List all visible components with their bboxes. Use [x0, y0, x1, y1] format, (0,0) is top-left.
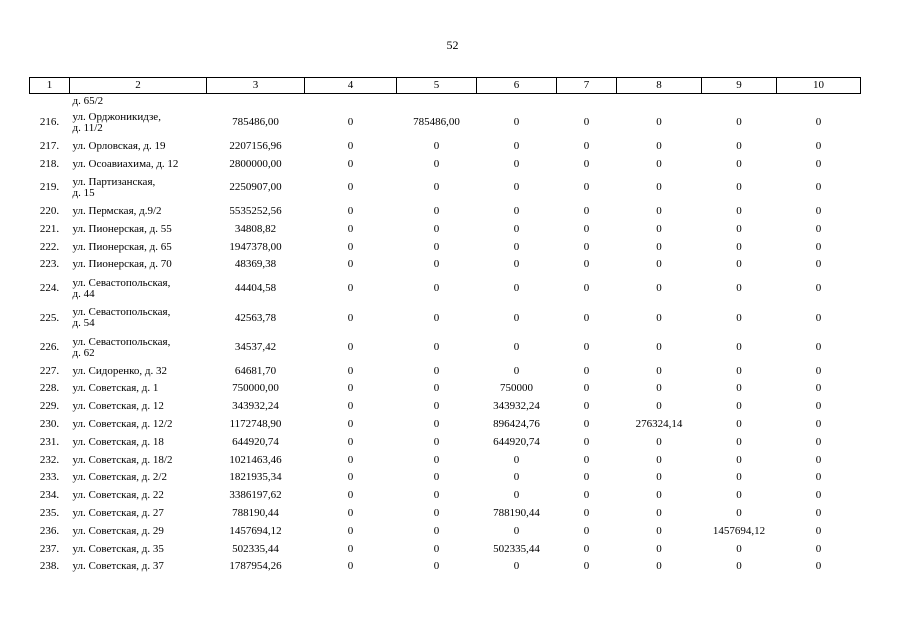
value-col10: 0	[815, 282, 822, 295]
value-col4: 0	[347, 341, 354, 354]
value-col8: 0	[656, 560, 662, 573]
address: ул. Советская, д. 1	[72, 382, 159, 395]
value-col8: 0	[656, 311, 662, 324]
value-col7: 0	[583, 542, 590, 555]
value-col7: 0	[583, 560, 590, 573]
value-col3: 42563,78	[234, 311, 277, 324]
value-col6: 0	[513, 524, 520, 537]
value-col7: 0	[583, 116, 590, 129]
value-col6: 0	[513, 204, 520, 217]
value-col9: 0	[736, 471, 742, 484]
value-col10: 0	[815, 453, 822, 466]
value-col9: 0	[736, 489, 742, 502]
row-number: 218.	[39, 157, 60, 170]
address: ул. Пионерская, д. 70	[72, 258, 172, 271]
column-header: 9	[702, 78, 777, 94]
value-col5: 0	[433, 341, 440, 354]
table-row	[30, 451, 861, 469]
column-header: 7	[557, 78, 617, 94]
value-col7: 0	[583, 204, 590, 217]
value-col10: 0	[815, 507, 822, 520]
value-col10: 0	[815, 418, 822, 431]
column-header: 1	[30, 78, 70, 94]
value-col7: 0	[583, 341, 590, 354]
row-number: 233.	[39, 471, 60, 484]
value-col7: 0	[583, 418, 590, 431]
value-col9: 0	[736, 542, 742, 555]
table-row	[30, 108, 861, 138]
table-row	[30, 362, 861, 380]
value-col7: 0	[583, 471, 590, 484]
value-col3: 1821935,34	[229, 471, 282, 484]
value-col9: 0	[736, 181, 742, 194]
value-col6: 0	[513, 560, 520, 573]
value-col4: 0	[347, 542, 354, 555]
value-col8: 0	[656, 400, 662, 413]
value-col3: 750000,00	[232, 382, 279, 395]
value-col10: 0	[815, 116, 822, 129]
value-col9: 1457694,12	[712, 524, 766, 537]
value-col4: 0	[347, 282, 354, 295]
data-table	[29, 77, 861, 576]
table-row	[30, 303, 861, 333]
value-col4: 0	[347, 507, 354, 520]
table-row	[30, 256, 861, 274]
value-col9: 0	[736, 400, 742, 413]
table-row	[30, 220, 861, 238]
value-col8: 0	[656, 222, 662, 235]
value-col10: 0	[815, 341, 822, 354]
column-header: 10	[777, 78, 861, 94]
value-col3: 34537,42	[234, 341, 277, 354]
address: ул. Орджоникидзе, д. 11/2	[72, 110, 161, 134]
row-number: 236.	[39, 524, 60, 537]
table-row	[30, 238, 861, 256]
address: ул. Советская, д. 27	[72, 507, 164, 520]
value-col5: 0	[433, 435, 440, 448]
value-col9: 0	[736, 157, 742, 170]
value-col5: 0	[433, 157, 440, 170]
value-col8: 0	[656, 116, 662, 129]
value-col8: 0	[656, 507, 662, 520]
table-row	[30, 155, 861, 173]
table-row	[30, 274, 861, 304]
value-col5: 0	[433, 222, 440, 235]
row-number: 229.	[39, 400, 60, 413]
value-col5: 0	[433, 181, 440, 194]
value-col4: 0	[347, 400, 354, 413]
value-col3: 48369,38	[234, 258, 277, 271]
value-col5: 0	[433, 382, 440, 395]
value-col7: 0	[583, 240, 590, 253]
column-header: 2	[70, 78, 207, 94]
value-col8: 0	[656, 204, 662, 217]
value-col5: 0	[433, 453, 440, 466]
row-number: 230.	[39, 418, 60, 431]
row-number: 220.	[39, 204, 60, 217]
address: ул. Орловская, д. 19	[72, 139, 166, 152]
value-col7: 0	[583, 258, 590, 271]
value-col10: 0	[815, 382, 822, 395]
value-col10: 0	[815, 560, 822, 573]
value-col6: 0	[513, 240, 520, 253]
address: ул. Осоавиахима, д. 12	[72, 157, 179, 170]
value-col9: 0	[736, 507, 742, 520]
table-row	[30, 558, 861, 576]
value-col9: 0	[736, 382, 742, 395]
page-number: 52	[446, 38, 459, 52]
address: ул. Советская, д. 2/2	[72, 471, 167, 484]
value-col7: 0	[583, 364, 590, 377]
value-col8: 0	[656, 453, 662, 466]
value-col7: 0	[583, 382, 590, 395]
continuation-address: д. 65/2	[72, 94, 104, 107]
value-col3: 788190,44	[232, 507, 279, 520]
value-col6: 0	[513, 116, 520, 129]
value-col9: 0	[736, 240, 742, 253]
value-col7: 0	[583, 435, 590, 448]
value-col3: 2800000,00	[229, 157, 282, 170]
value-col9: 0	[736, 222, 742, 235]
value-col4: 0	[347, 489, 354, 502]
continuation-row	[30, 94, 861, 109]
value-col3: 1172748,90	[229, 418, 282, 431]
address: ул. Партизанская, д. 15	[72, 175, 156, 199]
value-col4: 0	[347, 204, 354, 217]
value-col7: 0	[583, 400, 590, 413]
value-col6: 0	[513, 222, 520, 235]
value-col10: 0	[815, 400, 822, 413]
value-col9: 0	[736, 311, 742, 324]
value-col8: 0	[656, 489, 662, 502]
value-col5: 0	[433, 311, 440, 324]
value-col10: 0	[815, 471, 822, 484]
value-col4: 0	[347, 181, 354, 194]
address: ул. Севастопольская, д. 62	[72, 335, 171, 359]
row-number: 216.	[39, 116, 60, 129]
value-col9: 0	[736, 282, 742, 295]
value-col4: 0	[347, 157, 354, 170]
table-row	[30, 522, 861, 540]
address: ул. Пионерская, д. 65	[72, 240, 172, 253]
row-number: 221.	[39, 222, 60, 235]
row-number: 219.	[39, 181, 60, 194]
value-col8: 0	[656, 341, 662, 354]
table-row	[30, 398, 861, 416]
value-col8: 0	[656, 524, 662, 537]
value-col8: 0	[656, 382, 662, 395]
address: ул. Севастопольская, д. 54	[72, 306, 171, 330]
value-col3: 64681,70	[234, 364, 277, 377]
value-col7: 0	[583, 282, 590, 295]
address: ул. Советская, д. 12	[72, 400, 164, 413]
row-number: 223.	[39, 258, 60, 271]
value-col9: 0	[736, 204, 742, 217]
address: ул. Пионерская, д. 55	[72, 222, 172, 235]
address: ул. Пермская, д.9/2	[72, 204, 162, 217]
row-number: 237.	[39, 542, 60, 555]
table-row	[30, 333, 861, 363]
value-col5: 0	[433, 542, 440, 555]
value-col4: 0	[347, 471, 354, 484]
value-col5: 0	[433, 507, 440, 520]
table-row	[30, 138, 861, 156]
address: ул. Советская, д. 35	[72, 542, 164, 555]
value-col10: 0	[815, 204, 822, 217]
value-col8: 0	[656, 139, 662, 152]
value-col8: 0	[656, 542, 662, 555]
value-col4: 0	[347, 418, 354, 431]
row-number: 222.	[39, 240, 60, 253]
column-header: 3	[207, 78, 305, 94]
value-col10: 0	[815, 489, 822, 502]
row-number: 228.	[39, 382, 60, 395]
value-col7: 0	[583, 181, 590, 194]
value-col9: 0	[736, 139, 742, 152]
value-col3: 785486,00	[232, 116, 279, 129]
value-col6: 896424,76	[493, 418, 540, 431]
value-col3: 502335,44	[232, 542, 279, 555]
value-col5: 0	[433, 139, 440, 152]
value-col3: 644920,74	[232, 435, 279, 448]
value-col10: 0	[815, 524, 822, 537]
column-header: 6	[477, 78, 557, 94]
value-col4: 0	[347, 382, 354, 395]
value-col6: 0	[513, 489, 520, 502]
address: ул. Советская, д. 18/2	[72, 453, 173, 466]
value-col8: 0	[656, 157, 662, 170]
column-header: 8	[617, 78, 702, 94]
value-col10: 0	[815, 364, 822, 377]
value-col6: 0	[513, 453, 520, 466]
column-header: 4	[305, 78, 397, 94]
value-col10: 0	[815, 222, 822, 235]
value-col10: 0	[815, 435, 822, 448]
row-number: 225.	[39, 311, 60, 324]
value-col5: 0	[433, 489, 440, 502]
value-col5: 0	[433, 240, 440, 253]
value-col4: 0	[347, 524, 354, 537]
value-col4: 0	[347, 139, 354, 152]
value-col10: 0	[815, 240, 822, 253]
value-col7: 0	[583, 157, 590, 170]
value-col5: 0	[433, 418, 440, 431]
value-col5: 0	[433, 258, 440, 271]
value-col3: 1457694,12	[229, 524, 282, 537]
value-col6: 0	[513, 341, 520, 354]
value-col5: 0	[433, 524, 440, 537]
header-row	[30, 78, 861, 94]
value-col4: 0	[347, 116, 354, 129]
value-col8: 0	[656, 240, 662, 253]
value-col10: 0	[815, 542, 822, 555]
value-col4: 0	[347, 453, 354, 466]
value-col8: 0	[656, 181, 662, 194]
value-col8: 0	[656, 364, 662, 377]
value-col9: 0	[736, 364, 742, 377]
value-col3: 2207156,96	[229, 139, 282, 152]
row-number: 238.	[39, 560, 60, 573]
value-col6: 644920,74	[493, 435, 540, 448]
value-col6: 750000	[500, 382, 533, 395]
address: ул. Севастопольская, д. 44	[72, 276, 171, 300]
table-row	[30, 469, 861, 487]
value-col5: 785486,00	[413, 116, 460, 129]
value-col5: 0	[433, 471, 440, 484]
value-col3: 34808,82	[234, 222, 277, 235]
address: ул. Советская, д. 29	[72, 524, 164, 537]
value-col4: 0	[347, 222, 354, 235]
value-col3: 2250907,00	[229, 181, 282, 194]
table-row	[30, 416, 861, 434]
value-col4: 0	[347, 560, 354, 573]
value-col10: 0	[815, 181, 822, 194]
value-col6: 0	[513, 364, 520, 377]
value-col8: 276324,14	[635, 418, 683, 431]
row-number: 235.	[39, 507, 60, 520]
value-col3: 5535252,56	[229, 204, 282, 217]
value-col9: 0	[736, 560, 742, 573]
value-col6: 788190,44	[493, 507, 540, 520]
value-col7: 0	[583, 524, 590, 537]
address: ул. Советская, д. 18	[72, 435, 164, 448]
value-col5: 0	[433, 282, 440, 295]
value-col9: 0	[736, 258, 742, 271]
value-col6: 0	[513, 258, 520, 271]
value-col10: 0	[815, 311, 822, 324]
table-row	[30, 433, 861, 451]
row-number: 231.	[39, 435, 60, 448]
value-col3: 343932,24	[232, 400, 279, 413]
value-col7: 0	[583, 453, 590, 466]
value-col6: 0	[513, 139, 520, 152]
value-col8: 0	[656, 282, 662, 295]
value-col7: 0	[583, 222, 590, 235]
value-col6: 0	[513, 157, 520, 170]
address: ул. Сидоренко, д. 32	[72, 364, 167, 377]
value-col5: 0	[433, 204, 440, 217]
value-col3: 3386197,62	[229, 489, 282, 502]
table-row	[30, 540, 861, 558]
row-number: 227.	[39, 364, 60, 377]
value-col3: 1947378,00	[229, 240, 282, 253]
value-col8: 0	[656, 258, 662, 271]
value-col5: 0	[433, 400, 440, 413]
value-col5: 0	[433, 364, 440, 377]
row-number: 217.	[39, 139, 60, 152]
table-row	[30, 380, 861, 398]
value-col9: 0	[736, 341, 742, 354]
value-col9: 0	[736, 418, 742, 431]
value-col10: 0	[815, 139, 822, 152]
row-number: 224.	[39, 282, 60, 295]
value-col4: 0	[347, 311, 354, 324]
value-col7: 0	[583, 507, 590, 520]
address: ул. Советская, д. 22	[72, 489, 164, 502]
value-col8: 0	[656, 435, 662, 448]
row-number: 226.	[39, 341, 60, 354]
value-col6: 343932,24	[493, 400, 540, 413]
value-col6: 0	[513, 282, 520, 295]
value-col3: 1787954,26	[229, 560, 282, 573]
table-row	[30, 173, 861, 203]
row-number: 232.	[39, 453, 60, 466]
value-col4: 0	[347, 258, 354, 271]
value-col4: 0	[347, 364, 354, 377]
value-col7: 0	[583, 139, 590, 152]
row-number: 234.	[39, 489, 60, 502]
table-row	[30, 505, 861, 523]
value-col9: 0	[736, 453, 742, 466]
value-col7: 0	[583, 311, 590, 324]
value-col3: 44404,58	[234, 282, 277, 295]
value-col6: 0	[513, 471, 520, 484]
value-col8: 0	[656, 471, 662, 484]
value-col6: 502335,44	[493, 542, 540, 555]
table-row	[30, 487, 861, 505]
address: ул. Советская, д. 37	[72, 560, 164, 573]
column-header: 5	[397, 78, 477, 94]
table-row	[30, 203, 861, 221]
value-col5: 0	[433, 560, 440, 573]
value-col9: 0	[736, 116, 742, 129]
value-col6: 0	[513, 311, 520, 324]
value-col9: 0	[736, 435, 742, 448]
value-col4: 0	[347, 240, 354, 253]
value-col3: 1021463,46	[229, 453, 282, 466]
value-col10: 0	[815, 258, 822, 271]
value-col6: 0	[513, 181, 520, 194]
value-col7: 0	[583, 489, 590, 502]
value-col10: 0	[815, 157, 822, 170]
value-col4: 0	[347, 435, 354, 448]
address: ул. Советская, д. 12/2	[72, 418, 173, 431]
